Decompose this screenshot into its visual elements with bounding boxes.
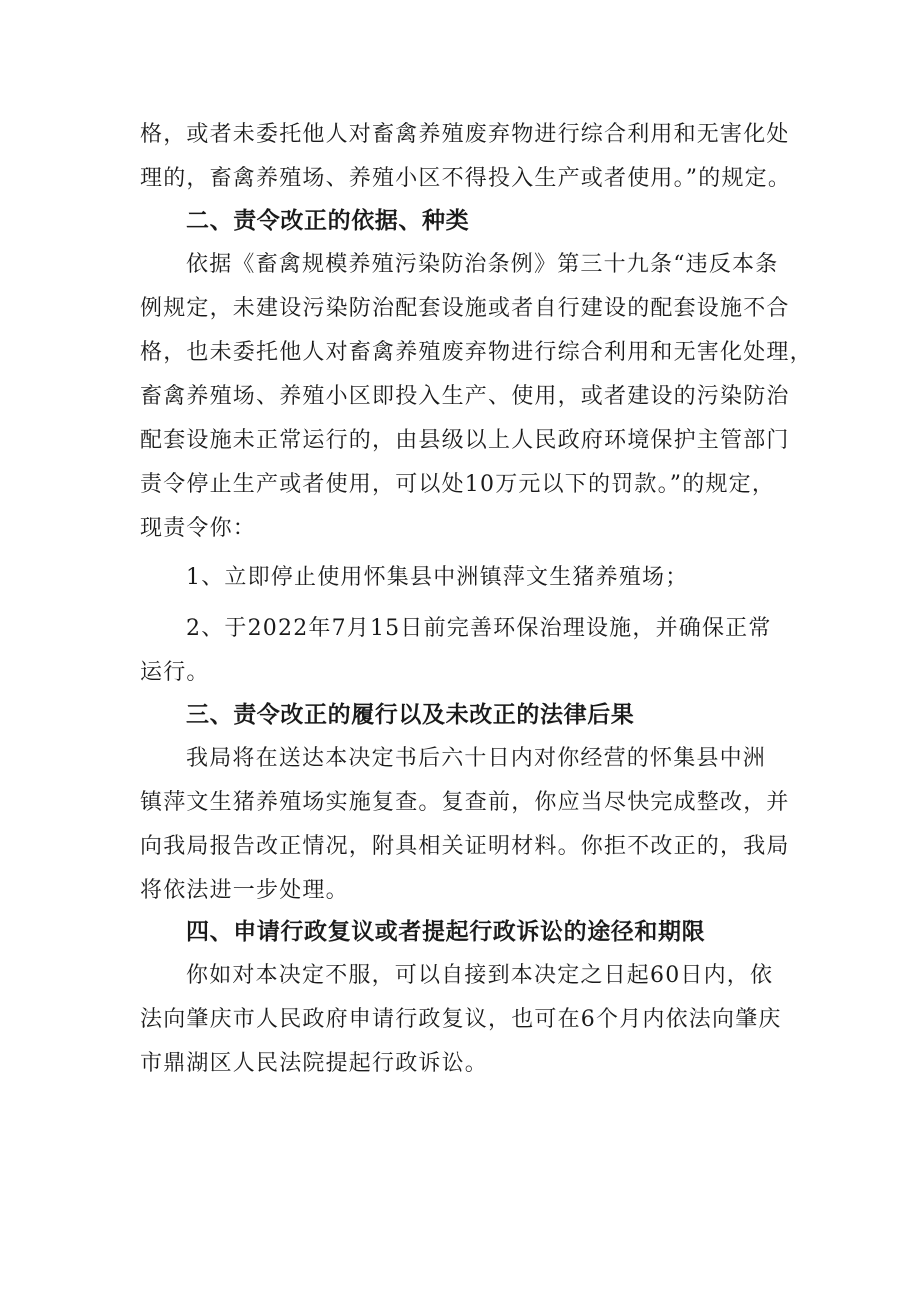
text-line: 理的，畜禽养殖场、养殖小区不得投入生产或者使用。”的规定。 [140, 166, 792, 191]
text-line: 你如对本决定不服，可以自接到本决定之日起60日内，依 [186, 963, 774, 988]
text-line: 现责令你： [140, 516, 257, 541]
section-heading-basis: 二、责令改正的依据、种类 [186, 208, 470, 234]
text-line: 将依法进一步处理。 [140, 878, 349, 903]
text-line: 我局将在送达本决定书后六十日内对你经营的怀集县中洲 [186, 746, 767, 771]
text-line: 依据《畜禽规模养殖污染防治条例》第三十九条“违反本条 [186, 252, 779, 277]
list-item-1: 1、立即停止使用怀集县中洲镇萍文生猪养殖场； [186, 565, 689, 590]
text-line: 格，或者未委托他人对畜禽养殖废弃物进行综合利用和无害化处 [140, 122, 790, 147]
text-line: 责令停止生产或者使用，可以处10万元以下的罚款。”的规定， [140, 472, 776, 497]
section-heading-appeal: 四、申请行政复议或者提起行政诉讼的途径和期限 [186, 919, 706, 945]
text-line: 向我局报告改正情况，附具相关证明材料。你拒不改正的，我局 [140, 834, 790, 859]
text-line: 畜禽养殖场、养殖小区即投入生产、使用，或者建设的污染防治 [140, 384, 790, 409]
text-line: 法向肇庆市人民政府申请行政复议，也可在6个月内依法向肇庆 [140, 1007, 782, 1032]
text-line: 格，也未委托他人对畜禽养殖废弃物进行综合利用和无害化处理， [140, 340, 813, 365]
text-line: 例规定，未建设污染防治配套设施或者自行建设的配套设施不合 [140, 296, 790, 321]
text-line: 市鼎湖区人民法院提起行政诉讼。 [140, 1051, 489, 1076]
text-line: 运行。 [140, 660, 210, 685]
list-item-2: 2、于2022年7月15日前完善环保治理设施，并确保正常 [186, 616, 772, 641]
text-line: 镇萍文生猪养殖场实施复查。复查前，你应当尽快完成整改，并 [140, 790, 790, 815]
text-line: 配套设施未正常运行的，由县级以上人民政府环境保护主管部门 [140, 428, 790, 453]
section-heading-consequence: 三、责令改正的履行以及未改正的法律后果 [186, 702, 635, 728]
